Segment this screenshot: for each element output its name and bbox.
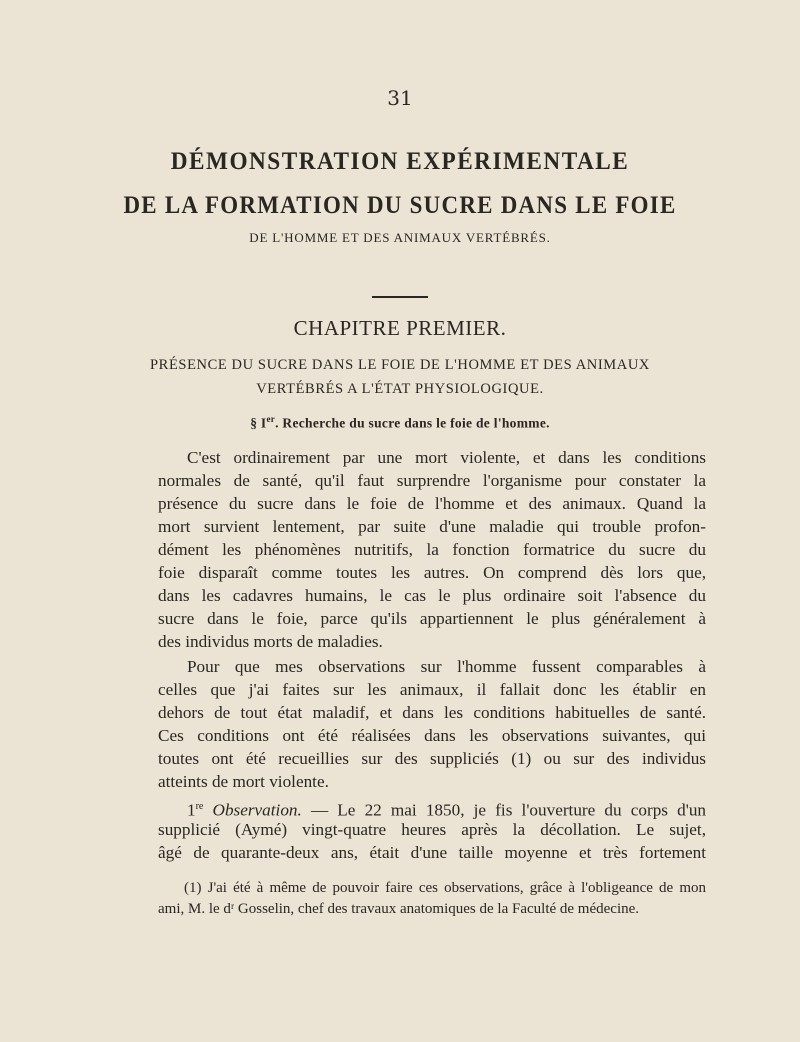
section-mark: § I [250,415,267,431]
paragraph-1-line: mort survient lentement, par suite d'une maladie qui trouble profon- [158,517,706,536]
footnote-line: (1) J'ai été à même de pouvoir faire ces observations, grâce à l'obligeance de mon [184,880,706,896]
observation-line: âgé de quarante-deux ans, était d'une taille moyenne et très fortement [158,843,706,862]
paragraph-1-line: dément les phénomènes nutritifs, la fonction formatrice du sucre du [158,540,706,559]
title-divider [372,296,428,298]
chapter-subtitle-line-1: PRÉSENCE DU SUCRE DANS LE FOIE DE L'HOMME ET DES ANIMAUX [150,357,650,373]
paragraph-1-line: foie disparaît comme toutes les autres. On comprend dès lors que, [158,563,706,582]
section-title: . Recherche du sucre dans le foie de l'homme. [275,415,550,431]
chapter-title: CHAPITRE PREMIER. [293,316,507,340]
observation-line [187,796,706,818]
paragraph-2-line: Pour que mes observations sur l'homme fussent comparables à [187,657,706,676]
page-number: 31 [387,86,413,110]
observation-number-sup: re [195,801,204,812]
section-mark-sup: er [266,414,276,424]
observation-number: 1 [187,800,196,820]
paragraph-2-line: celles que j'ai faites sur les animaux, il fallait donc les établir en [158,680,706,699]
observation-line: supplicié (Aymé) vingt-quatre heures après la décollation. Le sujet, [158,820,706,839]
paragraph-1-line: sucre dans le foie, parce qu'ils appartiennent le plus généralement à [158,609,706,628]
section-heading [0,414,800,432]
paragraph-2-line: toutes ont été recueillies sur des suppliciés (1) ou sur des individus [158,749,706,768]
paragraph-2-line: Ces conditions ont été réalisées dans les observations suivantes, qui [158,726,706,745]
main-subtitle: DE L'HOMME ET DES ANIMAUX VERTÉBRÉS. [249,230,551,245]
paragraph-1-line: présence du sucre dans le foie de l'homme et des animaux. Quand la [158,494,706,513]
paragraph-2-line: atteints de mort violente. [158,772,329,791]
observation-line-1-rest: — Le 22 mai 1850, je fis l'ouverture du corps d'un [301,800,707,820]
main-title-line-2: DE LA FORMATION DU SUCRE DANS LE FOIE [123,190,677,219]
footnote-line: ami, M. le dʳ Gosselin, chef des travaux anatomiques de la Faculté de médecine. [158,901,640,917]
paragraph-1-line: des individus morts de maladies. [158,632,383,651]
main-title-line-1: DÉMONSTRATION EXPÉRIMENTALE [170,148,630,175]
paragraph-1-line: C'est ordinairement par une mort violente, et dans les conditions [187,448,706,467]
paragraph-1-line: dans les cadavres humains, le cas le plus ordinaire soit l'absence du [158,586,706,605]
paragraph-2-line: dehors de tout état maladif, et dans les conditions habituelles de santé. [158,703,706,722]
paragraph-1-line: normales de santé, qu'il faut surprendre l'organisme pour constater la [158,471,706,490]
chapter-subtitle-line-2: VERTÉBRÉS A L'ÉTAT PHYSIOLOGIQUE. [256,381,544,397]
observation-label: Observation. [212,800,302,820]
